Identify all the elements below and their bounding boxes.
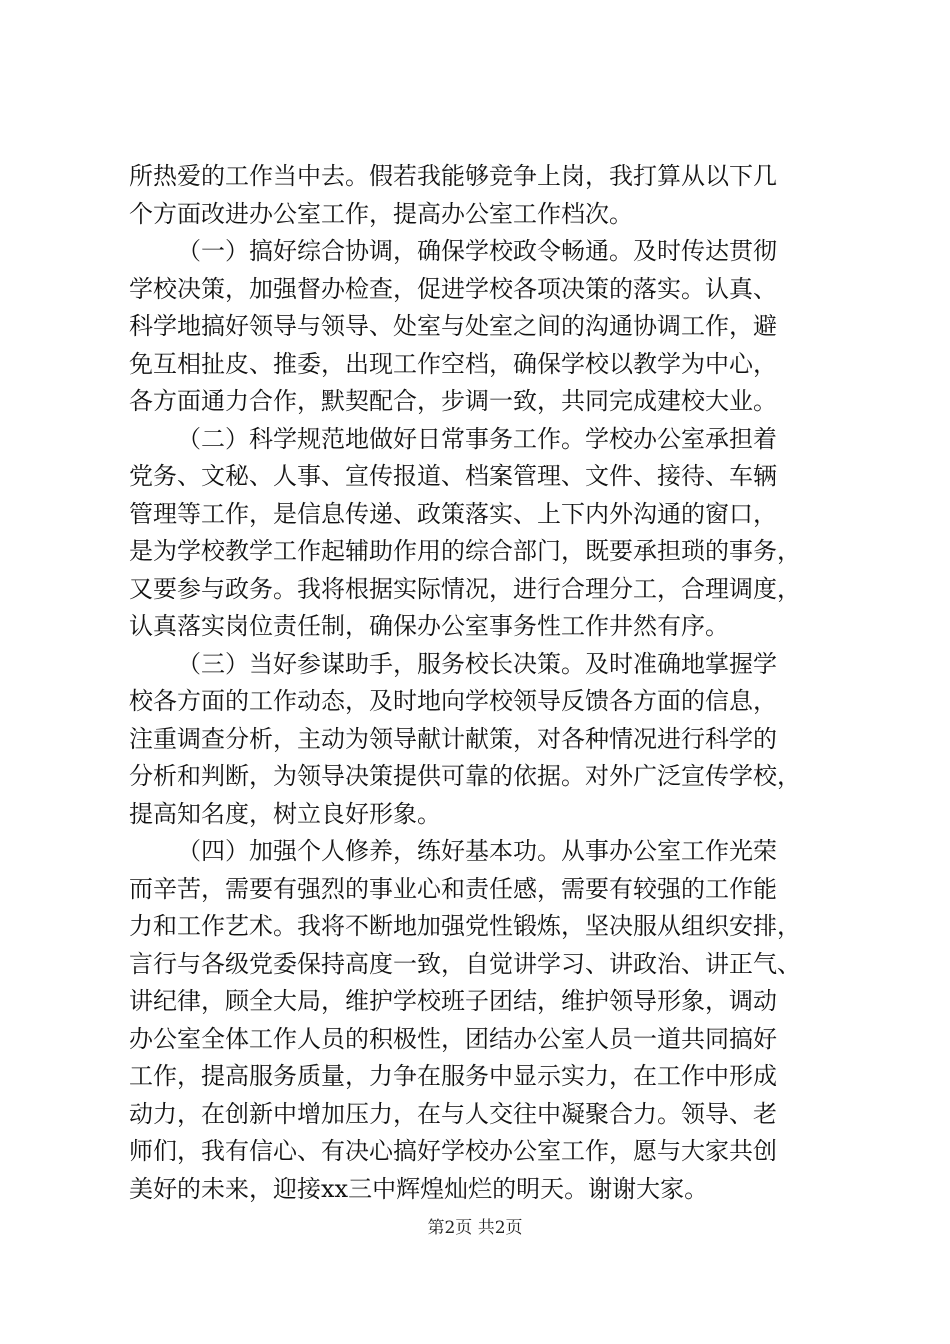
- text-line: 科学地搞好领导与领导、处室与处室之间的沟通协调工作，避: [129, 312, 777, 340]
- paragraph-start-line: （一）搞好综合协调，确保学校政令畅通。及时传达贯彻: [177, 237, 777, 265]
- text-line: 动力，在创新中增加压力，在与人交往中凝聚合力。领导、老: [129, 1099, 777, 1128]
- text-line: 校各方面的工作动态，及时地向学校领导反馈各方面的信息，: [129, 687, 777, 715]
- paragraph-start-line: （二）科学规范地做好日常事务工作。学校办公室承担着: [177, 424, 777, 453]
- text-line: 是为学校教学工作起辅助作用的综合部门，既要承担琐的事务，: [129, 537, 801, 565]
- text-line: 免互相扯皮、推委，出现工作空档，确保学校以教学为中心，: [129, 349, 777, 378]
- text-line: 提高知名度，树立良好形象。: [129, 799, 441, 828]
- text-line: 工作，提高服务质量，力争在服务中显示实力，在工作中形成: [129, 1062, 777, 1090]
- text-line: 师们，我有信心、有决心搞好学校办公室工作，愿与大家共创: [129, 1137, 777, 1165]
- document-body: [129, 158, 829, 1208]
- text-line: 办公室全体工作人员的积极性，团结办公室人员一道共同搞好: [129, 1024, 777, 1053]
- paragraph-start-line: （三）当好参谋助手，服务校长决策。及时准确地掌握学: [177, 649, 777, 678]
- text-line: 美好的未来，迎接xx三中辉煌灿烂的明天。谢谢大家。: [129, 1174, 709, 1203]
- text-line: 管理等工作，是信息传递、政策落实、上下内外沟通的窗口，: [129, 499, 777, 528]
- text-line: 力和工作艺术。我将不断地加强党性锻炼，坚决服从组织安排，: [129, 912, 801, 940]
- text-line: 认真落实岗位责任制，确保办公室事务性工作井然有序。: [129, 612, 729, 640]
- text-line: 党务、文秘、人事、宣传报道、档案管理、文件、接待、车辆: [129, 462, 777, 490]
- text-line: 个方面改进办公室工作，提高办公室工作档次。: [129, 199, 633, 228]
- page-number-label: 第2页 共2页: [427, 1218, 523, 1238]
- text-line: 分析和判断，为领导决策提供可靠的依据。对外广泛宣传学校，: [129, 762, 801, 790]
- text-line: 学校决策，加强督办检查，促进学校各项决策的落实。认真、: [129, 274, 777, 303]
- paragraph-start-line: （四）加强个人修养，练好基本功。从事办公室工作光荣: [177, 837, 777, 865]
- text-line: 注重调查分析，主动为领导献计献策，对各种情况进行科学的: [129, 724, 777, 753]
- text-line: 又要参与政务。我将根据实际情况，进行合理分工，合理调度，: [129, 574, 801, 603]
- text-line: 所热爱的工作当中去。假若我能够竞争上岗，我打算从以下几: [129, 162, 777, 190]
- page-footer: [0, 1216, 950, 1240]
- text-line: 讲纪律，顾全大局，维护学校班子团结，维护领导形象，调动: [129, 987, 777, 1015]
- text-line: 各方面通力合作，默契配合，步调一致，共同完成建校大业。: [129, 387, 777, 415]
- text-line: 而辛苦，需要有强烈的事业心和责任感，需要有较强的工作能: [129, 874, 777, 903]
- text-line: 言行与各级党委保持高度一致，自觉讲学习、讲政治、讲正气、: [129, 949, 801, 978]
